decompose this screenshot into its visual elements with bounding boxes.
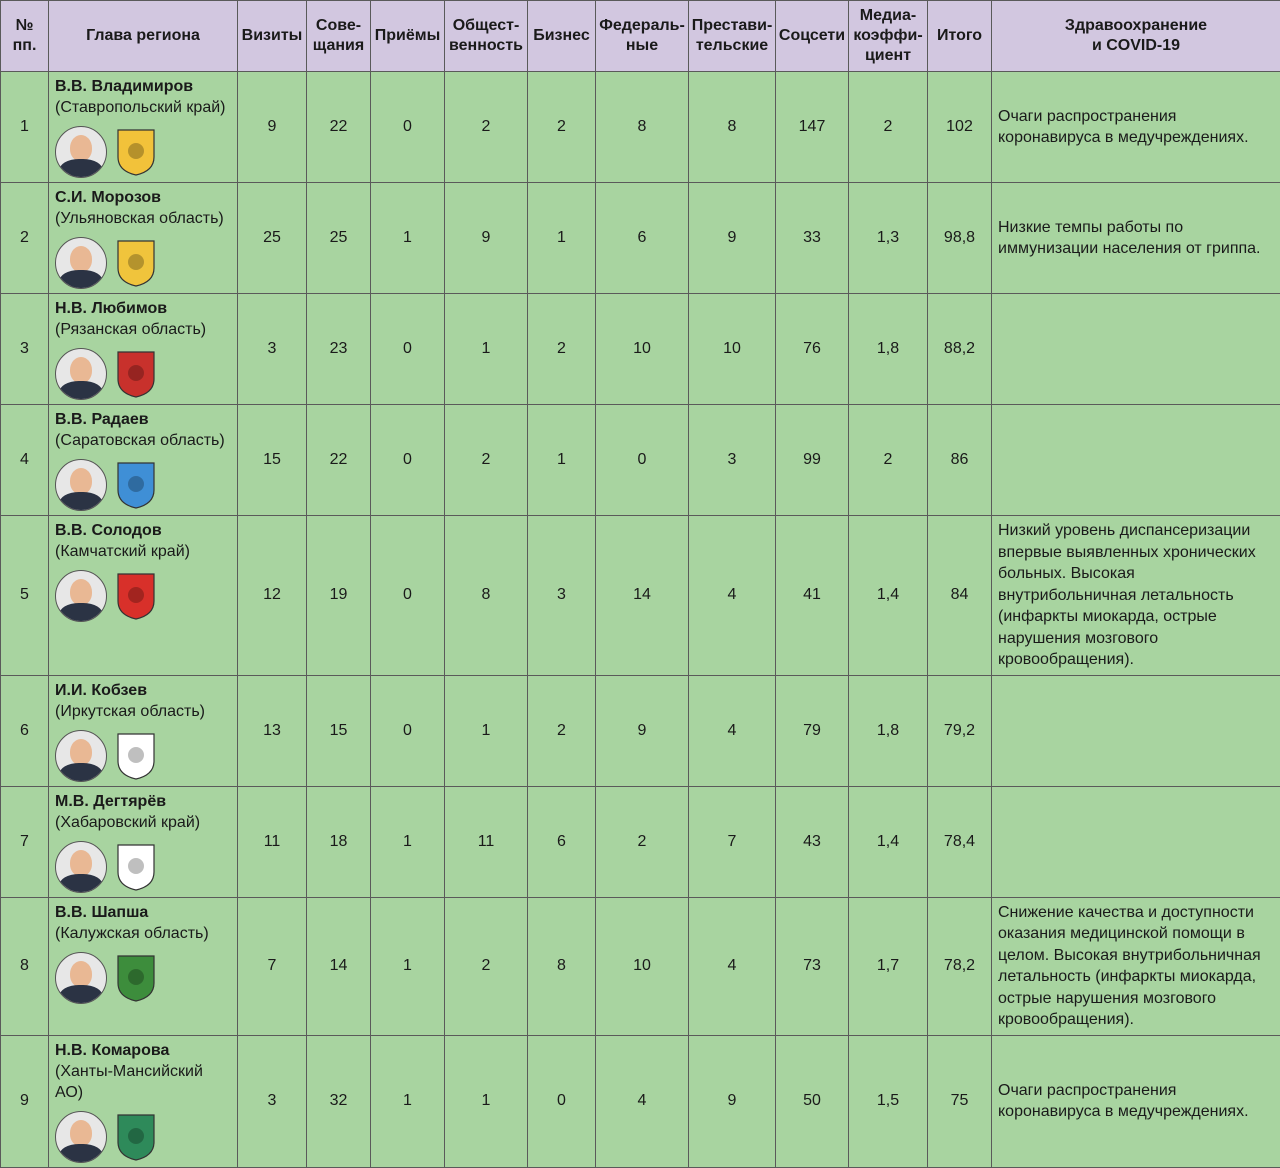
row-number: 3 bbox=[1, 294, 49, 405]
cell-federal: 14 bbox=[596, 516, 689, 676]
cell-meetings: 19 bbox=[307, 516, 371, 676]
col-header-line: пп. bbox=[3, 36, 46, 56]
khabarovsk-crest-icon bbox=[115, 842, 157, 892]
region-head-cell bbox=[49, 897, 238, 1035]
portrait-face bbox=[70, 357, 92, 383]
portrait-face bbox=[70, 1120, 92, 1146]
region-name: (Рязанская область) bbox=[55, 319, 231, 340]
cell-receptions: 0 bbox=[371, 294, 445, 405]
cell-business: 3 bbox=[528, 516, 596, 676]
region-head-cell bbox=[49, 183, 238, 294]
cell-meetings: 25 bbox=[307, 183, 371, 294]
col-header-line: циент bbox=[851, 46, 925, 66]
table-row bbox=[1, 897, 1280, 1035]
region-name: (Ставропольский край) bbox=[55, 97, 231, 118]
cell-public: 1 bbox=[445, 294, 528, 405]
governor-images bbox=[55, 570, 231, 622]
col-header-federal bbox=[596, 1, 689, 72]
governor-images bbox=[55, 730, 231, 782]
cell-federal: 2 bbox=[596, 786, 689, 897]
portrait-suit bbox=[59, 492, 103, 511]
cell-public: 1 bbox=[445, 675, 528, 786]
table-row bbox=[1, 516, 1280, 676]
governor-name: В.В. Владимиров bbox=[55, 76, 231, 97]
cell-visits: 3 bbox=[238, 294, 307, 405]
cell-federal: 9 bbox=[596, 675, 689, 786]
portrait-face bbox=[70, 579, 92, 605]
cell-total: 88,2 bbox=[928, 294, 992, 405]
col-header-total bbox=[928, 1, 992, 72]
table-row bbox=[1, 786, 1280, 897]
cell-representative: 8 bbox=[689, 72, 776, 183]
kamchatka-crest-icon bbox=[115, 571, 157, 621]
cell-social: 147 bbox=[776, 72, 849, 183]
table-body bbox=[1, 72, 1280, 1168]
portrait-face bbox=[70, 135, 92, 161]
cell-media: 1,8 bbox=[849, 675, 928, 786]
region-head-cell bbox=[49, 516, 238, 676]
cell-visits: 11 bbox=[238, 786, 307, 897]
cell-representative: 9 bbox=[689, 183, 776, 294]
col-header-line: коэффи- bbox=[851, 26, 925, 46]
cell-public: 2 bbox=[445, 897, 528, 1035]
col-header-line: Сове- bbox=[309, 16, 368, 36]
cell-social: 50 bbox=[776, 1035, 849, 1167]
row-number: 4 bbox=[1, 405, 49, 516]
governor-name: Н.В. Комарова bbox=[55, 1040, 231, 1061]
cell-business: 6 bbox=[528, 786, 596, 897]
cell-media: 1,3 bbox=[849, 183, 928, 294]
cell-health: Снижение качества и доступности оказания медицинской помощи в целом. Высокая внутрибольничная летальность (инфаркты миокарда, острые нарушения мозгового кровообращения). bbox=[992, 897, 1280, 1035]
col-header-line: тельские bbox=[691, 36, 773, 56]
cell-health: Очаги распространения коронавируса в медучреждениях. bbox=[992, 1035, 1280, 1167]
governor-portrait bbox=[55, 952, 107, 1004]
cell-total: 98,8 bbox=[928, 183, 992, 294]
col-header-line: и COVID-19 bbox=[994, 36, 1278, 56]
region-name: (Хабаровский край) bbox=[55, 812, 231, 833]
governor-name: В.В. Солодов bbox=[55, 520, 231, 541]
row-number: 5 bbox=[1, 516, 49, 676]
cell-media: 1,4 bbox=[849, 516, 928, 676]
cell-media: 2 bbox=[849, 72, 928, 183]
cell-federal: 8 bbox=[596, 72, 689, 183]
col-header-line: щания bbox=[309, 36, 368, 56]
cell-total: 75 bbox=[928, 1035, 992, 1167]
khmao-crest-icon bbox=[115, 1112, 157, 1162]
row-number: 1 bbox=[1, 72, 49, 183]
row-number: 9 bbox=[1, 1035, 49, 1167]
governor-portrait bbox=[55, 348, 107, 400]
cell-visits: 13 bbox=[238, 675, 307, 786]
cell-total: 86 bbox=[928, 405, 992, 516]
governor-images bbox=[55, 952, 231, 1004]
governor-images bbox=[55, 237, 231, 289]
table-row bbox=[1, 405, 1280, 516]
cell-receptions: 1 bbox=[371, 897, 445, 1035]
col-header-line: Приёмы bbox=[373, 26, 442, 46]
col-header-representative bbox=[689, 1, 776, 72]
cell-public: 2 bbox=[445, 405, 528, 516]
header-row bbox=[1, 1, 1280, 72]
cell-total: 78,2 bbox=[928, 897, 992, 1035]
table-row bbox=[1, 1035, 1280, 1167]
cell-representative: 3 bbox=[689, 405, 776, 516]
col-header-line: ные bbox=[598, 36, 686, 56]
cell-representative: 4 bbox=[689, 897, 776, 1035]
cell-representative: 4 bbox=[689, 675, 776, 786]
cell-health: Низкие темпы работы по иммунизации населения от гриппа. bbox=[992, 183, 1280, 294]
cell-social: 41 bbox=[776, 516, 849, 676]
cell-business: 0 bbox=[528, 1035, 596, 1167]
cell-health bbox=[992, 675, 1280, 786]
col-header-line: Визиты bbox=[240, 26, 304, 46]
cell-media: 1,4 bbox=[849, 786, 928, 897]
cell-visits: 7 bbox=[238, 897, 307, 1035]
portrait-face bbox=[70, 850, 92, 876]
cell-social: 43 bbox=[776, 786, 849, 897]
region-head-cell bbox=[49, 1035, 238, 1167]
cell-federal: 10 bbox=[596, 294, 689, 405]
region-name: (Камчатский край) bbox=[55, 541, 231, 562]
portrait-face bbox=[70, 739, 92, 765]
portrait-suit bbox=[59, 381, 103, 400]
table-row bbox=[1, 72, 1280, 183]
cell-health bbox=[992, 294, 1280, 405]
governor-name: Н.В. Любимов bbox=[55, 298, 231, 319]
col-header-public bbox=[445, 1, 528, 72]
governor-portrait bbox=[55, 841, 107, 893]
cell-meetings: 23 bbox=[307, 294, 371, 405]
portrait-face bbox=[70, 961, 92, 987]
region-head-cell bbox=[49, 405, 238, 516]
cell-representative: 9 bbox=[689, 1035, 776, 1167]
governor-portrait bbox=[55, 459, 107, 511]
cell-social: 79 bbox=[776, 675, 849, 786]
cell-total: 102 bbox=[928, 72, 992, 183]
cell-media: 1,5 bbox=[849, 1035, 928, 1167]
cell-total: 78,4 bbox=[928, 786, 992, 897]
table-header bbox=[1, 1, 1280, 72]
cell-business: 8 bbox=[528, 897, 596, 1035]
col-header-line: венность bbox=[447, 36, 525, 56]
cell-total: 84 bbox=[928, 516, 992, 676]
col-header-line: Соцсети bbox=[778, 26, 846, 46]
cell-representative: 4 bbox=[689, 516, 776, 676]
table-row bbox=[1, 183, 1280, 294]
cell-social: 76 bbox=[776, 294, 849, 405]
region-name: (Ханты-Мансийский АО) bbox=[55, 1061, 231, 1103]
portrait-suit bbox=[59, 874, 103, 893]
col-header-line: Бизнес bbox=[530, 26, 593, 46]
governor-images bbox=[55, 1111, 231, 1163]
kaluga-crest-icon bbox=[115, 953, 157, 1003]
portrait-suit bbox=[59, 763, 103, 782]
governor-name: В.В. Радаев bbox=[55, 409, 231, 430]
stavropol-crest-icon bbox=[115, 127, 157, 177]
cell-health bbox=[992, 405, 1280, 516]
cell-receptions: 0 bbox=[371, 516, 445, 676]
governor-images bbox=[55, 459, 231, 511]
saratov-crest-icon bbox=[115, 460, 157, 510]
cell-receptions: 1 bbox=[371, 786, 445, 897]
cell-visits: 9 bbox=[238, 72, 307, 183]
cell-receptions: 0 bbox=[371, 405, 445, 516]
cell-total: 79,2 bbox=[928, 675, 992, 786]
cell-federal: 0 bbox=[596, 405, 689, 516]
portrait-suit bbox=[59, 1144, 103, 1163]
ulyanovsk-crest-icon bbox=[115, 238, 157, 288]
governor-name: И.И. Кобзев bbox=[55, 680, 231, 701]
governor-portrait bbox=[55, 570, 107, 622]
portrait-suit bbox=[59, 270, 103, 289]
row-number: 2 bbox=[1, 183, 49, 294]
governor-name: М.В. Дегтярёв bbox=[55, 791, 231, 812]
col-header-line: Федераль- bbox=[598, 16, 686, 36]
cell-media: 1,8 bbox=[849, 294, 928, 405]
row-number: 8 bbox=[1, 897, 49, 1035]
cell-meetings: 15 bbox=[307, 675, 371, 786]
col-header-line: Здравоохранение bbox=[994, 16, 1278, 36]
cell-business: 2 bbox=[528, 675, 596, 786]
governor-portrait bbox=[55, 126, 107, 178]
portrait-suit bbox=[59, 159, 103, 178]
cell-receptions: 1 bbox=[371, 1035, 445, 1167]
cell-federal: 10 bbox=[596, 897, 689, 1035]
region-name: (Ульяновская область) bbox=[55, 208, 231, 229]
cell-receptions: 1 bbox=[371, 183, 445, 294]
cell-business: 1 bbox=[528, 405, 596, 516]
col-header-visits bbox=[238, 1, 307, 72]
col-header-business bbox=[528, 1, 596, 72]
col-header-meetings bbox=[307, 1, 371, 72]
cell-meetings: 18 bbox=[307, 786, 371, 897]
portrait-suit bbox=[59, 603, 103, 622]
cell-receptions: 0 bbox=[371, 72, 445, 183]
governor-images bbox=[55, 126, 231, 178]
cell-business: 1 bbox=[528, 183, 596, 294]
row-number: 7 bbox=[1, 786, 49, 897]
region-head-cell bbox=[49, 675, 238, 786]
col-header-line: № bbox=[3, 16, 46, 36]
col-header-line: Итого bbox=[930, 26, 989, 46]
cell-social: 73 bbox=[776, 897, 849, 1035]
region-head-cell bbox=[49, 294, 238, 405]
cell-representative: 7 bbox=[689, 786, 776, 897]
region-name: (Саратовская область) bbox=[55, 430, 231, 451]
row-number: 6 bbox=[1, 675, 49, 786]
region-name: (Иркутская область) bbox=[55, 701, 231, 722]
cell-public: 11 bbox=[445, 786, 528, 897]
region-head-cell bbox=[49, 786, 238, 897]
col-header-health bbox=[992, 1, 1280, 72]
ryazan-crest-icon bbox=[115, 349, 157, 399]
cell-visits: 25 bbox=[238, 183, 307, 294]
portrait-face bbox=[70, 468, 92, 494]
cell-public: 2 bbox=[445, 72, 528, 183]
table-row bbox=[1, 294, 1280, 405]
governor-images bbox=[55, 841, 231, 893]
cell-business: 2 bbox=[528, 72, 596, 183]
col-header-media bbox=[849, 1, 928, 72]
cell-receptions: 0 bbox=[371, 675, 445, 786]
col-header-receptions bbox=[371, 1, 445, 72]
cell-health: Низкий уровень диспансеризации впервые выявленных хронических больных. Высокая внутрибольничная летальность (инфаркты миокарда, острые нарушения мозгового кровообращения). bbox=[992, 516, 1280, 676]
cell-media: 1,7 bbox=[849, 897, 928, 1035]
portrait-suit bbox=[59, 985, 103, 1004]
col-header-line: Общест- bbox=[447, 16, 525, 36]
cell-business: 2 bbox=[528, 294, 596, 405]
portrait-face bbox=[70, 246, 92, 272]
col-header-line: Медиа- bbox=[851, 6, 925, 26]
irkutsk-crest-icon bbox=[115, 731, 157, 781]
cell-representative: 10 bbox=[689, 294, 776, 405]
governor-name: С.И. Морозов bbox=[55, 187, 231, 208]
cell-meetings: 14 bbox=[307, 897, 371, 1035]
cell-meetings: 22 bbox=[307, 405, 371, 516]
cell-visits: 15 bbox=[238, 405, 307, 516]
cell-media: 2 bbox=[849, 405, 928, 516]
region-head-cell bbox=[49, 72, 238, 183]
col-header-num bbox=[1, 1, 49, 72]
col-header-line: Престави- bbox=[691, 16, 773, 36]
region-name: (Калужская область) bbox=[55, 923, 231, 944]
table-row bbox=[1, 675, 1280, 786]
cell-meetings: 22 bbox=[307, 72, 371, 183]
governor-images bbox=[55, 348, 231, 400]
cell-visits: 12 bbox=[238, 516, 307, 676]
cell-health bbox=[992, 786, 1280, 897]
cell-visits: 3 bbox=[238, 1035, 307, 1167]
cell-social: 33 bbox=[776, 183, 849, 294]
col-header-line: Глава региона bbox=[51, 26, 235, 46]
cell-federal: 6 bbox=[596, 183, 689, 294]
cell-public: 8 bbox=[445, 516, 528, 676]
cell-public: 1 bbox=[445, 1035, 528, 1167]
cell-social: 99 bbox=[776, 405, 849, 516]
col-header-head bbox=[49, 1, 238, 72]
cell-meetings: 32 bbox=[307, 1035, 371, 1167]
governor-portrait bbox=[55, 1111, 107, 1163]
governor-name: В.В. Шапша bbox=[55, 902, 231, 923]
col-header-social bbox=[776, 1, 849, 72]
governor-portrait bbox=[55, 730, 107, 782]
cell-federal: 4 bbox=[596, 1035, 689, 1167]
governor-portrait bbox=[55, 237, 107, 289]
cell-public: 9 bbox=[445, 183, 528, 294]
cell-health: Очаги распространения коронавируса в медучреждениях. bbox=[992, 72, 1280, 183]
